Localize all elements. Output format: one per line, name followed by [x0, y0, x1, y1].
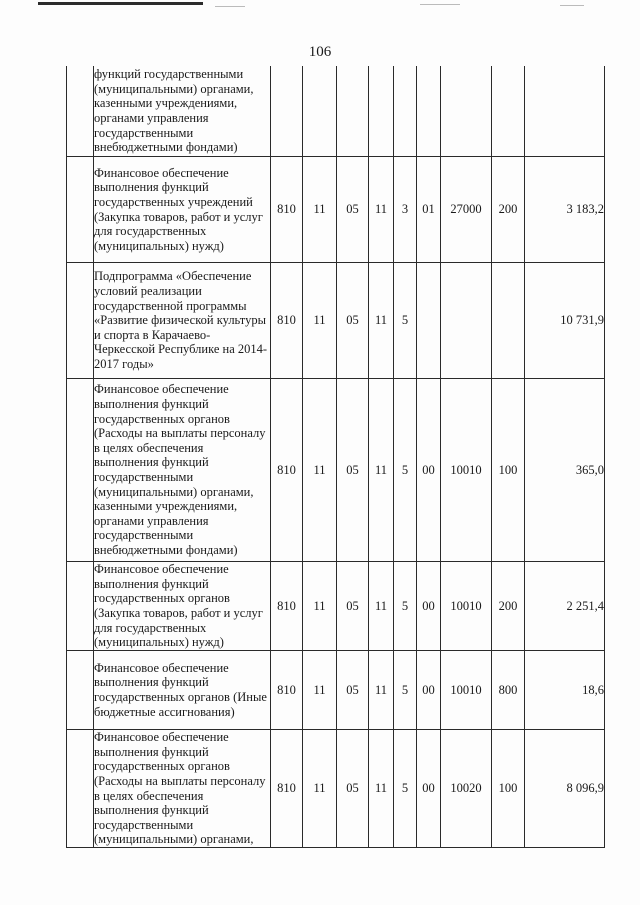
- expense-type-code: [492, 263, 525, 379]
- subprogram-code: 5: [394, 562, 417, 651]
- subprogram-code: 5: [394, 651, 417, 730]
- index-cell: [67, 379, 94, 562]
- main-event-code: [417, 66, 441, 157]
- row-name: Подпрограмма «Обеспечение условий реализации государственной программы «Развитие физической культуры и спорта в Карачаево-Черкесской Республике на 2014-2017 годы»: [94, 263, 271, 379]
- amount: 10 731,9: [525, 263, 605, 379]
- subprogram-code: 5: [394, 730, 417, 848]
- direction-code: 10010: [441, 379, 492, 562]
- subsection-code: 05: [337, 651, 369, 730]
- index-cell: [67, 562, 94, 651]
- scan-edge-artifacts: [0, 0, 640, 8]
- amount: 2 251,4: [525, 562, 605, 651]
- main-event-code: [417, 263, 441, 379]
- amount: 365,0: [525, 379, 605, 562]
- admin-code: 810: [271, 651, 303, 730]
- admin-code: 810: [271, 562, 303, 651]
- main-event-code: 00: [417, 730, 441, 848]
- table-row: [67, 651, 605, 730]
- direction-code: [441, 66, 492, 157]
- index-cell: [67, 263, 94, 379]
- row-name: Финансовое обеспечение выполнения функций государственных органов (Расходы на выплаты персоналу в целях обеспечения выполнения функций государственными (муниципальными) органами,: [94, 730, 271, 848]
- main-event-code: 00: [417, 379, 441, 562]
- admin-code: 810: [271, 157, 303, 263]
- admin-code: 810: [271, 379, 303, 562]
- main-event-code: 00: [417, 562, 441, 651]
- program-code: [369, 66, 394, 157]
- admin-code: 810: [271, 263, 303, 379]
- admin-code: 810: [271, 730, 303, 848]
- section-code: 11: [303, 730, 337, 848]
- row-name: Финансовое обеспечение выполнения функций государственных органов (Закупка товаров, работ и услуг для государственных (муниципальных) нужд): [94, 562, 271, 651]
- table-row: [67, 379, 605, 562]
- scan-dark-bar: [38, 2, 203, 5]
- section-code: [303, 66, 337, 157]
- program-code: 11: [369, 157, 394, 263]
- expense-type-code: 100: [492, 730, 525, 848]
- admin-code: [271, 66, 303, 157]
- section-code: 11: [303, 562, 337, 651]
- amount: 3 183,2: [525, 157, 605, 263]
- row-name: Финансовое обеспечение выполнения функций государственных органов (Расходы на выплаты персоналу в целях обеспечения выполнения функций государственными (муниципальными) органами, казенными учреждениями, органами управления государственными внебюджетными фондами): [94, 379, 271, 562]
- direction-code: 10010: [441, 651, 492, 730]
- direction-code: 27000: [441, 157, 492, 263]
- subsection-code: 05: [337, 157, 369, 263]
- table-row: [67, 263, 605, 379]
- program-code: 11: [369, 651, 394, 730]
- section-code: 11: [303, 263, 337, 379]
- scan-speck: [215, 6, 245, 7]
- subsection-code: 05: [337, 562, 369, 651]
- subsection-code: 05: [337, 263, 369, 379]
- index-cell: [67, 66, 94, 157]
- direction-code: [441, 263, 492, 379]
- program-code: 11: [369, 379, 394, 562]
- table-row: [67, 730, 605, 848]
- scan-speck: [560, 5, 584, 6]
- subsection-code: 05: [337, 730, 369, 848]
- direction-code: 10010: [441, 562, 492, 651]
- page-number: 106: [308, 44, 332, 60]
- expense-type-code: 200: [492, 562, 525, 651]
- program-code: 11: [369, 730, 394, 848]
- program-code: 11: [369, 562, 394, 651]
- row-name: Финансовое обеспечение выполнения функций государственных учреждений (Закупка товаров, работ и услуг для государственных (муниципальных) нужд): [94, 157, 271, 263]
- section-code: 11: [303, 157, 337, 263]
- subprogram-code: [394, 66, 417, 157]
- subsection-code: [337, 66, 369, 157]
- amount: [525, 66, 605, 157]
- direction-code: 10020: [441, 730, 492, 848]
- table-row: [67, 562, 605, 651]
- subprogram-code: 3: [394, 157, 417, 263]
- section-code: 11: [303, 379, 337, 562]
- subprogram-code: 5: [394, 379, 417, 562]
- expense-type-code: 200: [492, 157, 525, 263]
- section-code: 11: [303, 651, 337, 730]
- amount: 18,6: [525, 651, 605, 730]
- subsection-code: 05: [337, 379, 369, 562]
- table-row: [67, 157, 605, 263]
- program-code: 11: [369, 263, 394, 379]
- table-row: [67, 66, 605, 157]
- main-event-code: 00: [417, 651, 441, 730]
- index-cell: [67, 651, 94, 730]
- row-name: функций государственными (муниципальными) органами, казенными учреждениями, органами управления государственными внебюджетными фондами): [94, 66, 271, 157]
- subprogram-code: 5: [394, 263, 417, 379]
- scan-speck: [420, 4, 460, 5]
- amount: 8 096,9: [525, 730, 605, 848]
- index-cell: [67, 730, 94, 848]
- row-name: Финансовое обеспечение выполнения функций государственных органов (Иные бюджетные ассигнования): [94, 651, 271, 730]
- expense-type-code: [492, 66, 525, 157]
- expense-type-code: 100: [492, 379, 525, 562]
- index-cell: [67, 157, 94, 263]
- budget-table: [66, 66, 605, 848]
- expense-type-code: 800: [492, 651, 525, 730]
- main-event-code: 01: [417, 157, 441, 263]
